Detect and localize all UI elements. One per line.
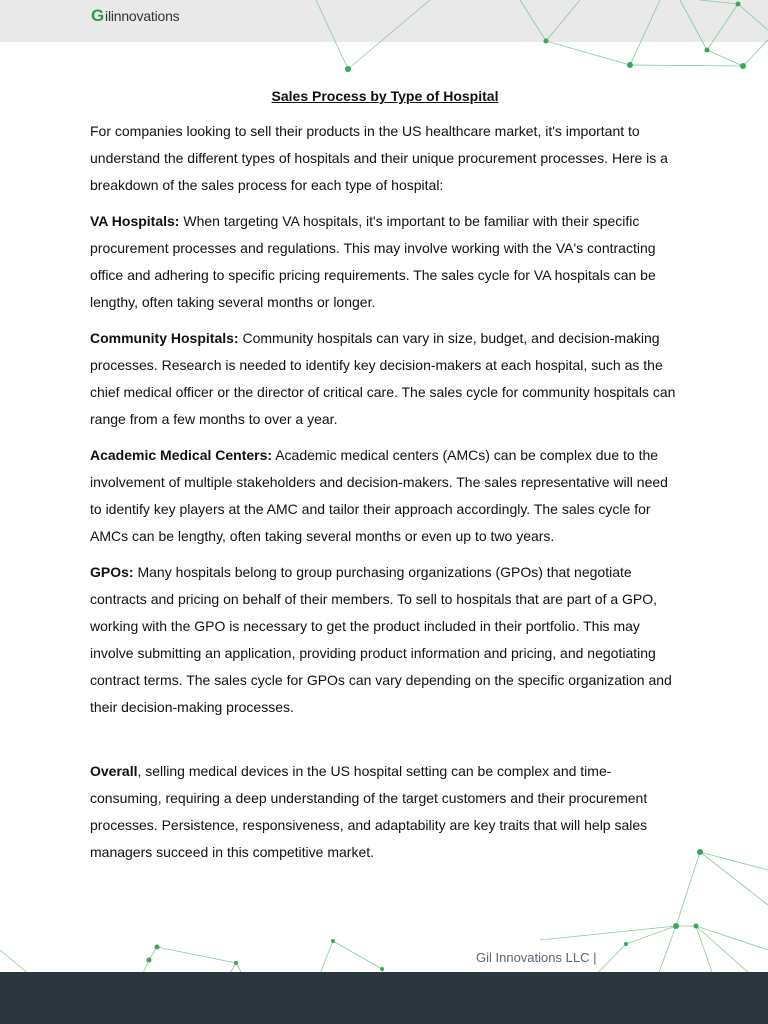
conclusion-heading: Overall	[90, 763, 138, 779]
intro-paragraph: For companies looking to sell their products in the US healthcare market, it's important to understand the different types of hospitals and their unique procurement processes. Here is a breakdown of the sales process for each type of hospital:	[90, 123, 668, 193]
section-text: Community hospitals can vary in size, budget, and decision-making processes. Research is needed to identify key decision-makers at each hospital, such as the chief medical officer or the director of critical care. The sales cycle for community hospitals can range from a few months to over a year.	[90, 330, 676, 427]
section-community-hospitals	[90, 325, 680, 433]
footer-company-name: Gil Innovations LLC |	[476, 950, 597, 965]
section-va-hospitals	[90, 208, 680, 316]
logo-text: ilinnovations	[105, 8, 180, 24]
section-heading: GPOs:	[90, 564, 134, 580]
section-text: Many hospitals belong to group purchasing organizations (GPOs) that negotiate contracts and pricing on behalf of their members. To sell to hospitals that are part of a GPO, working with the GPO is necessary to get the product included in their portfolio. This may involve submitting an application, providing product information and pricing, and negotiating contract terms. The sales cycle for GPOs can vary depending on the specific organization and their decision-making processes.	[90, 564, 672, 715]
company-logo	[91, 6, 179, 26]
section-gpos	[90, 559, 680, 721]
section-heading: VA Hospitals:	[90, 213, 180, 229]
section-text: When targeting VA hospitals, it's important to be familiar with their specific procurement processes and regulations. This may involve working with the VA's contracting office and adhering to specific pricing requirements. The sales cycle for VA hospitals can be lengthy, often taking several months or longer.	[90, 213, 656, 310]
footer-band	[0, 972, 768, 1024]
conclusion-text: , selling medical devices in the US hospital setting can be complex and time-consuming, requiring a deep understanding of the target customers and their procurement processes. Persistence, responsiveness, and adaptability are key traits that will help sales managers succeed in this competitive market.	[90, 763, 648, 860]
section-heading: Community Hospitals:	[90, 330, 239, 346]
document-title: Sales Process by Type of Hospital	[271, 88, 499, 104]
document-body	[90, 86, 680, 875]
conclusion-paragraph	[90, 758, 680, 866]
logo-mark: G	[91, 6, 105, 25]
section-text: Academic medical centers (AMCs) can be complex due to the involvement of multiple stakeholders and decision-makers. The sales representative will need to identify key players at the AMC and tailor their approach accordingly. The sales cycle for AMCs can be lengthy, often taking several months or even up to two years.	[90, 447, 668, 544]
section-heading: Academic Medical Centers:	[90, 447, 273, 463]
section-academic-medical-centers	[90, 442, 680, 550]
